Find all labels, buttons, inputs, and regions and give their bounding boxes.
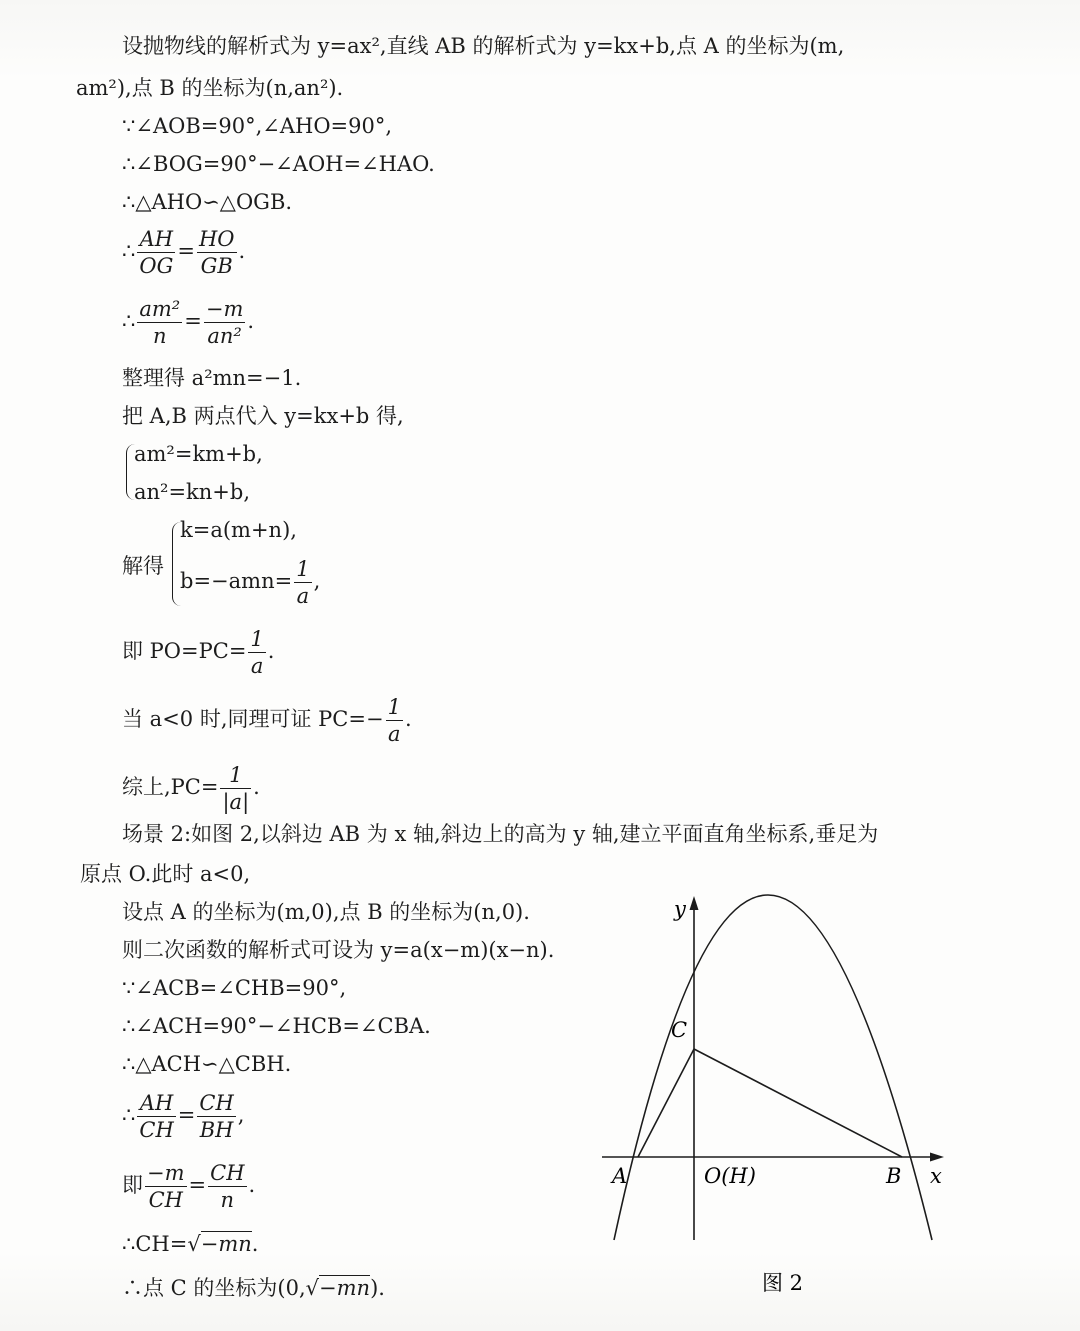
fraction-denominator: |a| bbox=[222, 790, 250, 814]
fraction-numerator: 1 bbox=[296, 557, 310, 581]
system-eq-2: an²=kn+b, bbox=[134, 480, 251, 504]
fraction-denominator: GB bbox=[200, 254, 233, 278]
ch-result-lhs: ∴CH=√ bbox=[122, 1232, 201, 1256]
radicand: −mn bbox=[319, 1276, 371, 1300]
fraction-numerator: AH bbox=[137, 1090, 175, 1117]
fraction-numerator: CH bbox=[210, 1161, 245, 1185]
period: . bbox=[267, 639, 275, 663]
fraction-numerator: 1 bbox=[250, 627, 264, 651]
fraction-numerator: −m bbox=[147, 1161, 185, 1185]
period: . bbox=[248, 1173, 256, 1197]
fraction-numerator: −m bbox=[205, 297, 244, 321]
fraction-denominator: n bbox=[153, 324, 167, 348]
text-line-3: ∵∠AOB=90°,∠AHO=90°, bbox=[122, 114, 393, 138]
solution-eq-2-lhs: b=−amn= bbox=[180, 569, 293, 593]
fraction-numerator: 1 bbox=[220, 762, 251, 789]
point-c-lhs: ∴点 C 的坐标为(0,√ bbox=[122, 1276, 320, 1300]
fraction-denominator: a bbox=[388, 722, 401, 746]
fraction-numerator: 1 bbox=[387, 695, 401, 719]
comma: , bbox=[237, 1103, 245, 1127]
fraction-numerator: CH bbox=[199, 1091, 234, 1115]
segment-cb bbox=[694, 1049, 902, 1157]
result-lhs: 当 a<0 时,同理可证 PC=− bbox=[122, 707, 384, 731]
y-axis-arrow bbox=[690, 896, 699, 910]
therefore-symbol: ∴ bbox=[122, 239, 136, 263]
label-a: A bbox=[612, 1164, 628, 1188]
scene2-line-7: ∴△ACH∽△CBH. bbox=[122, 1052, 292, 1076]
scene2-line-4: 则二次函数的解析式可设为 y=a(x−m)(x−n). bbox=[122, 938, 555, 962]
text-line-4: ∴∠BOG=90°−∠AOH=∠HAO. bbox=[122, 152, 435, 176]
result-lhs: 即 PO=PC= bbox=[122, 639, 247, 663]
fraction-numerator: HO bbox=[198, 227, 235, 251]
scene2-line-2: 原点 O.此时 a<0, bbox=[80, 862, 251, 886]
period: . bbox=[253, 775, 260, 799]
period: . bbox=[238, 239, 246, 263]
namely-label: 即 bbox=[122, 1173, 143, 1197]
closing-paren: ). bbox=[370, 1276, 385, 1300]
solution-eq-1: k=a(m+n), bbox=[180, 518, 297, 542]
fraction-denominator: an² bbox=[207, 324, 242, 348]
scene2-line-1: 场景 2:如图 2,以斜边 AB 为 x 轴,斜边上的高为 y 轴,建立平面直角坐标系,垂足为 bbox=[122, 822, 879, 846]
x-axis-arrow bbox=[930, 1153, 944, 1162]
fraction-denominator: a bbox=[296, 584, 310, 608]
segment-ac bbox=[638, 1049, 694, 1157]
label-y: y bbox=[674, 897, 686, 921]
fraction-denominator: OG bbox=[139, 254, 174, 278]
equals-sign: = bbox=[177, 1103, 196, 1127]
figure-caption: 图 2 bbox=[762, 1271, 804, 1295]
label-x: x bbox=[930, 1164, 942, 1188]
equals-sign: = bbox=[188, 1173, 207, 1197]
label-b: B bbox=[886, 1164, 902, 1188]
therefore-symbol: ∴ bbox=[122, 1103, 136, 1127]
fraction-denominator: n bbox=[220, 1188, 235, 1212]
fraction-numerator: AH bbox=[137, 226, 175, 253]
radicand: −mn bbox=[200, 1232, 252, 1256]
fraction-denominator: BH bbox=[199, 1118, 234, 1142]
equals-sign: = bbox=[177, 239, 195, 263]
period: . bbox=[404, 707, 412, 731]
conclusion-lhs: 综上,PC= bbox=[122, 775, 219, 799]
text-line-5: ∴△AHO∽△OGB. bbox=[122, 190, 293, 214]
text-line-8: 整理得 a²mn=−1. bbox=[122, 366, 302, 390]
therefore-symbol: ∴ bbox=[122, 309, 136, 333]
period: . bbox=[247, 309, 255, 333]
fraction-numerator: am² bbox=[139, 297, 181, 321]
parabola-curve bbox=[614, 895, 932, 1240]
period: . bbox=[251, 1232, 259, 1256]
label-c: C bbox=[671, 1018, 688, 1042]
system-eq-1: am²=km+b, bbox=[134, 442, 263, 466]
text-line-2: am²),点 B 的坐标为(n,an²). bbox=[76, 76, 344, 100]
label-o-h: O(H) bbox=[704, 1164, 756, 1188]
comma: , bbox=[313, 569, 321, 593]
scene2-line-3: 设点 A 的坐标为(m,0),点 B 的坐标为(n,0). bbox=[122, 900, 530, 924]
scene2-line-6: ∴∠ACH=90°−∠HCB=∠CBA. bbox=[122, 1014, 431, 1038]
fraction-denominator: a bbox=[250, 654, 264, 678]
text-line-9: 把 A,B 两点代入 y=kx+b 得, bbox=[122, 404, 404, 428]
text-line-1: 设抛物线的解析式为 y=ax²,直线 AB 的解析式为 y=kx+b,点 A 的坐标为(m, bbox=[122, 34, 845, 58]
equals-sign: = bbox=[184, 309, 202, 333]
fraction-denominator: CH bbox=[139, 1118, 174, 1142]
scene2-line-5: ∵∠ACB=∠CHB=90°, bbox=[122, 976, 347, 1000]
solve-label: 解得 bbox=[122, 554, 164, 578]
fraction-denominator: CH bbox=[148, 1188, 183, 1212]
